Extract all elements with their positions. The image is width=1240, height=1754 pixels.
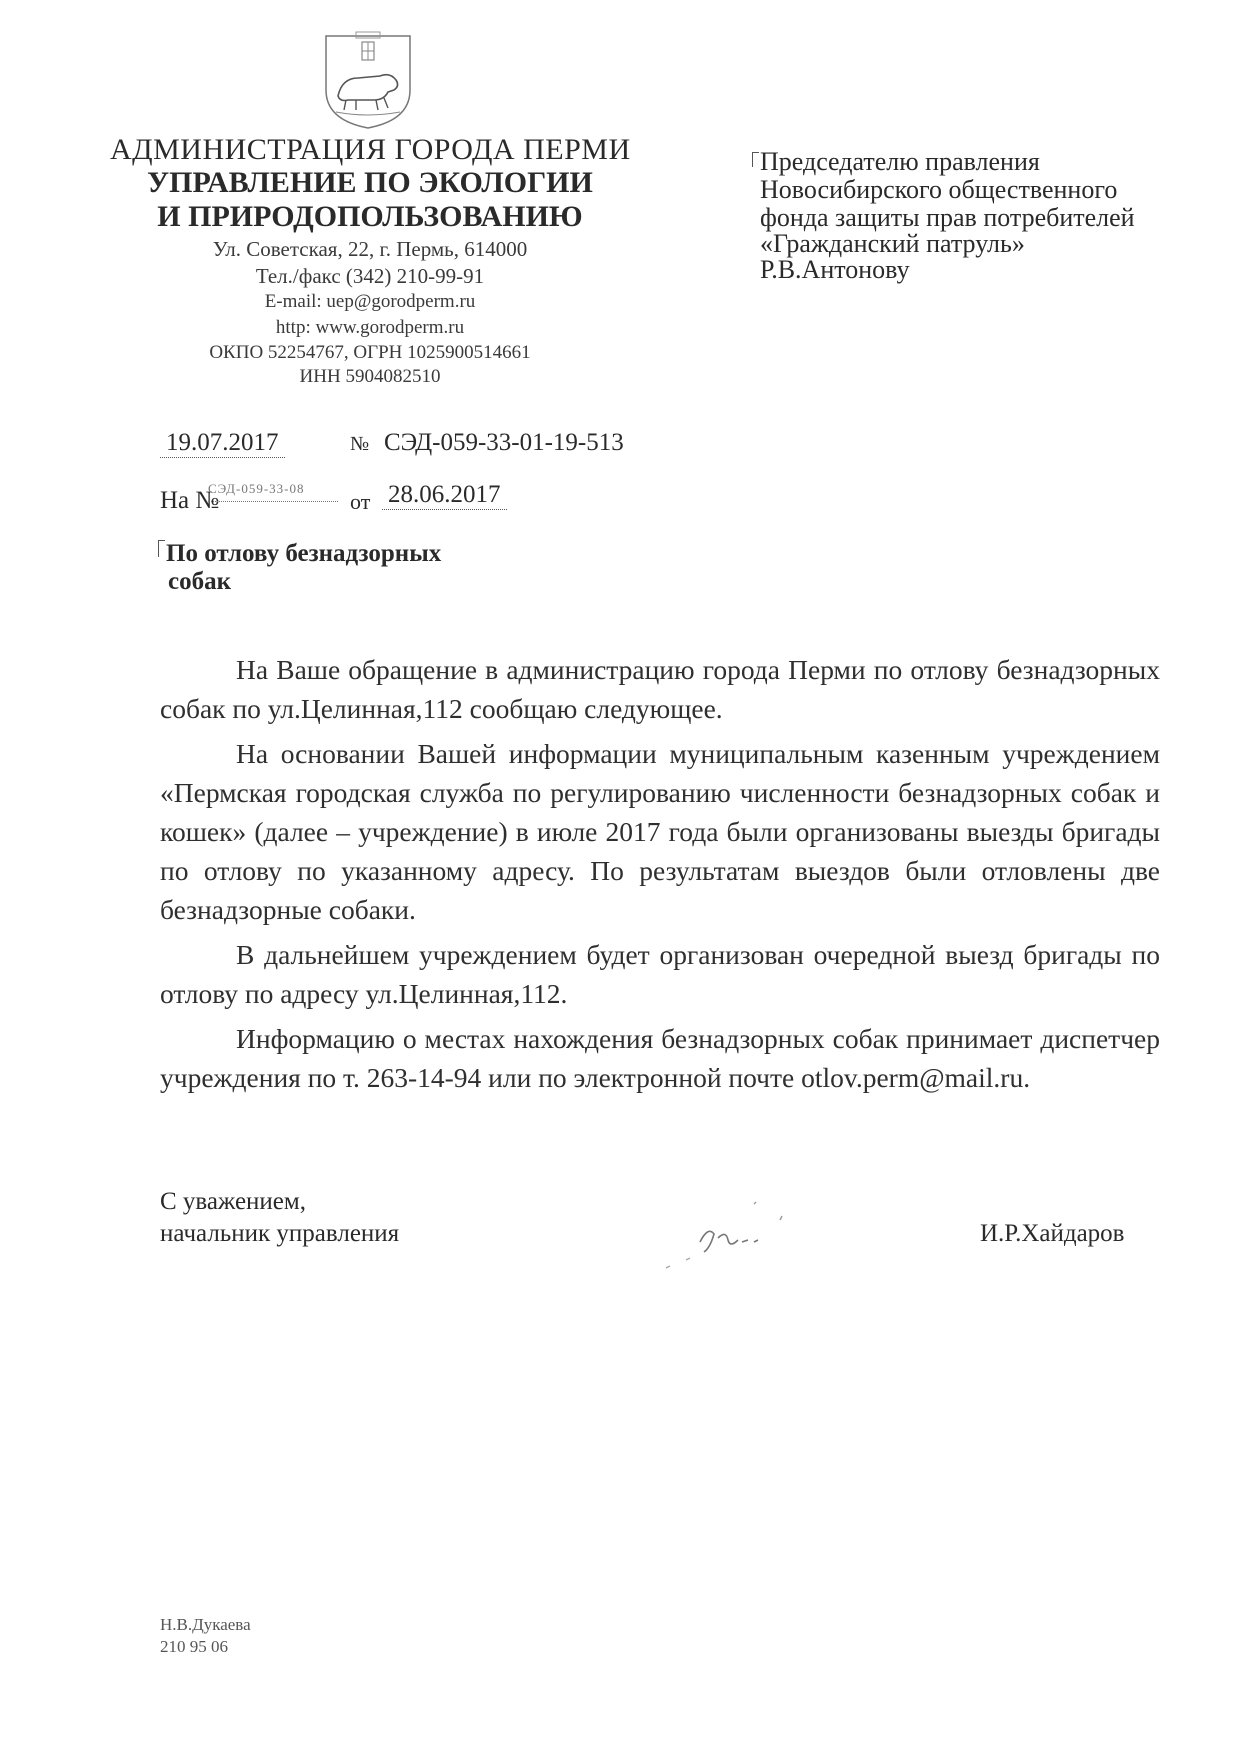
letterhead-department-line2: И ПРИРОДОПОЛЬЗОВАНИЮ	[157, 200, 583, 233]
addressee-line3: фонда защиты прав потребителей	[760, 203, 1135, 232]
outgoing-number: СЭД-059-33-01-19-513	[384, 429, 624, 456]
handwritten-signature-icon	[630, 1190, 810, 1280]
incoming-date: 28.06.2017	[382, 481, 507, 510]
body-paragraph-1: На Ваше обращение в администрацию города Перми по отлову безнадзорных собак по ул.Целинная,112 сообщаю следующее.	[160, 654, 1160, 724]
outgoing-number-sign: №	[350, 433, 370, 455]
executor-phone: 210 95 06	[160, 1637, 228, 1656]
letterhead-address: Ул. Советская, 22, г. Пермь, 614000	[212, 237, 528, 261]
body-paragraph-4: Информацию о местах нахождения безнадзорных собак принимает диспетчер учреждения по т. 263-14-94 или по электронной почте otlov.perm@mail.ru.	[160, 1023, 1160, 1093]
letter-body	[160, 650, 1160, 1103]
addressee-line2: Новосибирского общественного	[760, 175, 1118, 204]
incoming-number: СЭД-059-33-08	[208, 481, 338, 502]
addressee-name: Р.В.Антонову	[760, 255, 910, 284]
letterhead-email: E-mail: uep@gorodperm.ru	[264, 291, 476, 312]
letterhead-administration: АДМИНИСТРАЦИЯ ГОРОДА ПЕРМИ	[110, 133, 631, 166]
incoming-from-label: от	[350, 489, 371, 514]
subject-bracket	[158, 540, 165, 557]
letterhead-department-line1: УПРАВЛЕНИЕ ПО ЭКОЛОГИИ	[147, 166, 593, 199]
signature-position: начальник управления	[160, 1220, 400, 1247]
body-paragraph-2: На основании Вашей информации муниципальным казенным учреждением «Пермская городская служба по регулированию численности безнадзорных собак и кошек» (далее – учреждение) в июле 2017 года были организованы выезды бригады по отлову по указанному адресу. По результатам выездов были отловлены две безнадзорные собаки.	[160, 738, 1160, 925]
subject-line2: собак	[168, 568, 232, 595]
perm-coat-of-arms-icon	[318, 28, 418, 130]
letterhead-phone: Тел./факс (342) 210-99-91	[255, 264, 485, 288]
incoming-prefix: На №	[160, 487, 220, 514]
letterhead-inn: ИНН 5904082510	[299, 366, 441, 387]
letterhead-website: http: www.gorodperm.ru	[275, 317, 465, 338]
executor-name: Н.В.Дукаева	[160, 1615, 251, 1634]
signature-greeting: С уважением,	[160, 1188, 306, 1215]
addressee-line1: Председателю правления	[760, 147, 1040, 176]
letterhead-codes: ОКПО 52254767, ОГРН 1025900514661	[209, 342, 531, 363]
addressee-bracket	[752, 152, 759, 167]
addressee-line4: «Гражданский патруль»	[760, 229, 1025, 258]
body-paragraph-3: В дальнейшем учреждением будет организован очередной выезд бригады по отлову по адресу ул.Целинная,112.	[160, 939, 1160, 1009]
signature-name: И.Р.Хайдаров	[980, 1220, 1125, 1247]
subject-line1: По отлову безнадзорных	[166, 540, 442, 567]
outgoing-date: 19.07.2017	[160, 429, 285, 458]
